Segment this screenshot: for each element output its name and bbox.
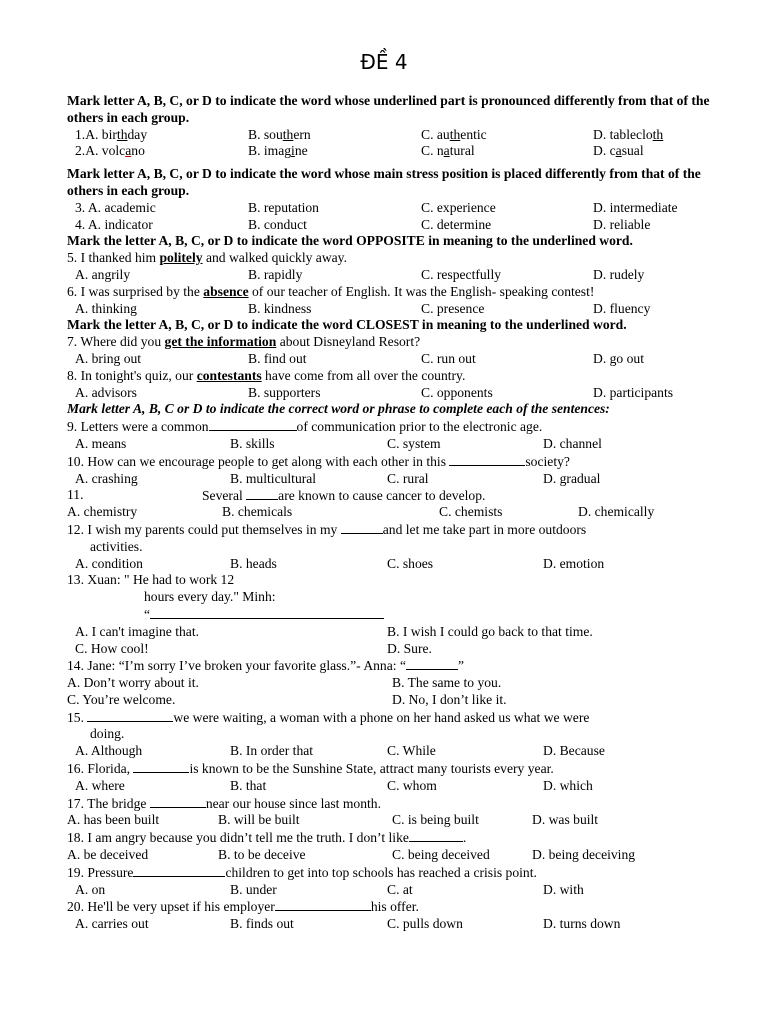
answer-blank <box>87 709 173 722</box>
answer-blank <box>133 864 225 877</box>
section-5-instruction: Mark letter A, B, C or D to indicate the correct word or phrase to complete each of the sentences: <box>67 401 610 417</box>
question-17: 17. The bridge near our house since last month. <box>67 795 381 811</box>
answer-blank <box>449 453 525 466</box>
q5-option-a: A. angrily <box>75 266 131 282</box>
question-14-options-row-1 <box>67 675 735 692</box>
q14-option-a: A. Don’t worry about it. <box>67 675 199 691</box>
question-11-options <box>67 504 735 521</box>
q11-option-b: B. chemicals <box>222 504 293 520</box>
question-5: 5. I thanked him politely and walked quickly away. <box>67 250 347 266</box>
question-6-options <box>67 301 735 318</box>
question-18: 18. I am angry because you didn’t tell me the truth. I don’t like . <box>67 830 467 846</box>
question-19-options <box>67 882 735 899</box>
exam-content <box>67 93 735 933</box>
q6-option-c: C. presence <box>421 300 485 316</box>
question-12: 12. I wish my parents could put themselves in my and let me take part in more outdoors <box>67 521 587 537</box>
q7-option-c: C. run out <box>421 350 476 366</box>
q8-option-c: C. opponents <box>421 384 493 400</box>
question-12-options <box>67 556 735 573</box>
question-7: 7. Where did you get the information about Disneyland Resort? <box>67 334 421 350</box>
question-10: 10. How can we encourage people to get along with each other in this society? <box>67 453 570 469</box>
section-2-instruction: Mark letter A, B, C, or D to indicate the word whose main stress position is placed differently from that of the others in each group. <box>67 166 701 198</box>
q14-option-d: D. No, I don’t like it. <box>392 691 507 707</box>
q7-option-b: B. find out <box>248 350 307 366</box>
q11-option-d: D. chemically <box>578 504 655 520</box>
q8-option-b: B. supporters <box>248 384 321 400</box>
answer-blank <box>209 418 297 431</box>
q18-option-c: C. being deceived <box>392 847 490 863</box>
q11-number: 11. <box>67 487 84 503</box>
question-12-continued: activities. <box>90 538 143 554</box>
q19-option-d: D. with <box>543 881 584 897</box>
q5-option-b: B. rapidly <box>248 266 303 282</box>
question-9: 9. Letters were a common of communication prior to the electronic age. <box>67 419 543 435</box>
q10-option-a: A. crashing <box>75 470 138 486</box>
q18-option-d: D. being deceiving <box>532 847 636 863</box>
q17-option-d: D. was built <box>532 812 599 828</box>
question-13-line-2: hours every day." Minh: <box>144 589 276 605</box>
q2-option-a: 2.A. volcano <box>75 143 145 159</box>
q12-option-c: C. shoes <box>387 555 434 571</box>
q2-option-d: D. casual <box>593 143 644 159</box>
q20-option-b: B. finds out <box>230 916 294 932</box>
q4-option-c: C. determine <box>421 216 492 232</box>
q7-option-a: A. bring out <box>75 350 142 366</box>
q19-option-c: C. at <box>387 881 413 897</box>
question-5-options <box>67 267 735 284</box>
question-10-options <box>67 471 735 488</box>
q9-option-d: D. channel <box>543 435 602 451</box>
question-13-line-3: “ <box>67 606 735 624</box>
q12-option-a: A. condition <box>75 555 143 571</box>
answer-blank <box>133 760 189 773</box>
q13-option-d: D. Sure. <box>387 640 432 656</box>
answer-blank <box>409 829 463 842</box>
q10-option-b: B. multicultural <box>230 470 317 486</box>
q17-option-b: B. will be built <box>218 812 300 828</box>
q3-option-b: B. reputation <box>248 199 319 215</box>
q5-option-d: D. rudely <box>593 266 645 282</box>
question-15-continued: doing. <box>90 726 125 742</box>
q20-option-a: A. carries out <box>75 916 149 932</box>
q9-option-c: C. system <box>387 435 441 451</box>
q13-option-a: A. I can't imagine that. <box>75 623 199 639</box>
q17-option-a: A. has been built <box>67 812 160 828</box>
question-9-options <box>67 436 735 453</box>
q16-option-c: C. whom <box>387 777 437 793</box>
q19-option-a: A. on <box>75 881 106 897</box>
q14-option-c: C. You’re welcome. <box>67 691 176 707</box>
q9-option-b: B. skills <box>230 435 275 451</box>
q11-option-a: A. chemistry <box>67 504 138 520</box>
question-16-options <box>67 778 735 795</box>
answer-blank <box>150 795 206 808</box>
q14-option-b: B. The same to you. <box>392 675 502 691</box>
question-1-options <box>67 127 735 144</box>
question-11 <box>67 487 735 504</box>
q15-option-a: A. Although <box>75 743 143 759</box>
question-7-options <box>67 351 735 368</box>
q1-option-b: B. southern <box>248 126 311 142</box>
q3-option-d: D. intermediate <box>593 199 678 215</box>
answer-blank <box>246 487 278 500</box>
q15-option-c: C. While <box>387 743 436 759</box>
q10-option-d: D. gradual <box>543 470 601 486</box>
q2-option-b: B. imagine <box>248 143 308 159</box>
q20-option-d: D. turns down <box>543 916 621 932</box>
q6-option-b: B. kindness <box>248 300 312 316</box>
question-3-options <box>67 200 735 217</box>
question-13-line-1: 13. Xuan: " He had to work 12 <box>67 572 235 588</box>
question-8-options <box>67 385 735 402</box>
q17-option-c: C. is being built <box>392 812 479 828</box>
question-14: 14. Jane: “I’m sorry I’ve broken your favorite glass.”- Anna: “ ” <box>67 658 465 674</box>
q1-option-d: D. tablecloth <box>593 126 664 142</box>
question-8: 8. In tonight's quiz, our contestants have come from all over the country. <box>67 367 466 383</box>
question-17-options <box>67 812 735 829</box>
q3-option-a: 3. A. academic <box>75 199 156 215</box>
q4-option-a: 4. A. indicator <box>75 216 153 232</box>
question-15-options <box>67 743 735 760</box>
q10-option-c: C. rural <box>387 470 429 486</box>
question-20: 20. He'll be very upset if his employer his offer. <box>67 899 419 915</box>
q1-option-a: 1.A. birthday <box>75 126 148 142</box>
q4-option-d: D. reliable <box>593 216 651 232</box>
question-15: 15. we were waiting, a woman with a phone on her hand asked us what we were <box>67 709 590 725</box>
q15-option-d: D. Because <box>543 743 605 759</box>
question-14-options-row-2 <box>67 692 735 709</box>
question-4-options <box>67 217 735 234</box>
q11-option-c: C. chemists <box>439 504 503 520</box>
q16-option-d: D. which <box>543 777 593 793</box>
question-18-options <box>67 847 735 864</box>
q4-option-b: B. conduct <box>248 216 307 232</box>
answer-blank <box>150 606 384 619</box>
question-13-options-row-2 <box>67 641 735 658</box>
question-16: 16. Florida, is known to be the Sunshine State, attract many tourists every year. <box>67 761 554 777</box>
answer-blank <box>275 898 371 911</box>
q12-option-d: D. emotion <box>543 555 605 571</box>
question-6: 6. I was surprised by the absence of our teacher of English. It was the English- speaking contest! <box>67 283 595 299</box>
section-3-instruction: Mark the letter A, B, C, or D to indicate the word OPPOSITE in meaning to the underlined word. <box>67 233 633 249</box>
q5-option-c: C. respectfully <box>421 266 502 282</box>
question-20-options <box>67 916 735 933</box>
q16-option-b: B. that <box>230 777 267 793</box>
page-title: ĐỀ 4 <box>360 50 408 74</box>
question-19: 19. Pressure children to get into top schools has reached a crisis point. <box>67 864 537 880</box>
q6-option-d: D. fluency <box>593 300 651 316</box>
q9-option-a: A. means <box>75 435 127 451</box>
section-1-instruction: Mark letter A, B, C, or D to indicate the word whose underlined part is pronounced differently from that of the others in each group. <box>67 93 710 125</box>
section-4-instruction: Mark the letter A, B, C, or D to indicate the word CLOSEST in meaning to the underlined word. <box>67 317 627 333</box>
q3-option-c: C. experience <box>421 199 496 215</box>
q13-option-c: C. How cool! <box>75 640 149 656</box>
q1-option-c: C. authentic <box>421 126 487 142</box>
answer-blank <box>406 657 458 670</box>
q2-option-c: C. natural <box>421 143 475 159</box>
q16-option-a: A. where <box>75 777 125 793</box>
q18-option-b: B. to be deceive <box>218 847 306 863</box>
answer-blank <box>341 521 383 534</box>
question-13-options-row-1 <box>67 624 735 641</box>
q12-option-b: B. heads <box>230 555 277 571</box>
q20-option-c: C. pulls down <box>387 916 463 932</box>
question-2-options <box>67 143 735 160</box>
q6-option-a: A. thinking <box>75 300 137 316</box>
q13-option-b: B. I wish I could go back to that time. <box>387 623 593 639</box>
q8-option-d: D. participants <box>593 384 674 400</box>
q11-text: Several are known to cause cancer to develop. <box>202 488 486 504</box>
q15-option-b: B. In order that <box>230 743 314 759</box>
q8-option-a: A. advisors <box>75 384 137 400</box>
q7-option-d: D. go out <box>593 350 644 366</box>
q18-option-a: A. be deceived <box>67 847 149 863</box>
q19-option-b: B. under <box>230 881 277 897</box>
